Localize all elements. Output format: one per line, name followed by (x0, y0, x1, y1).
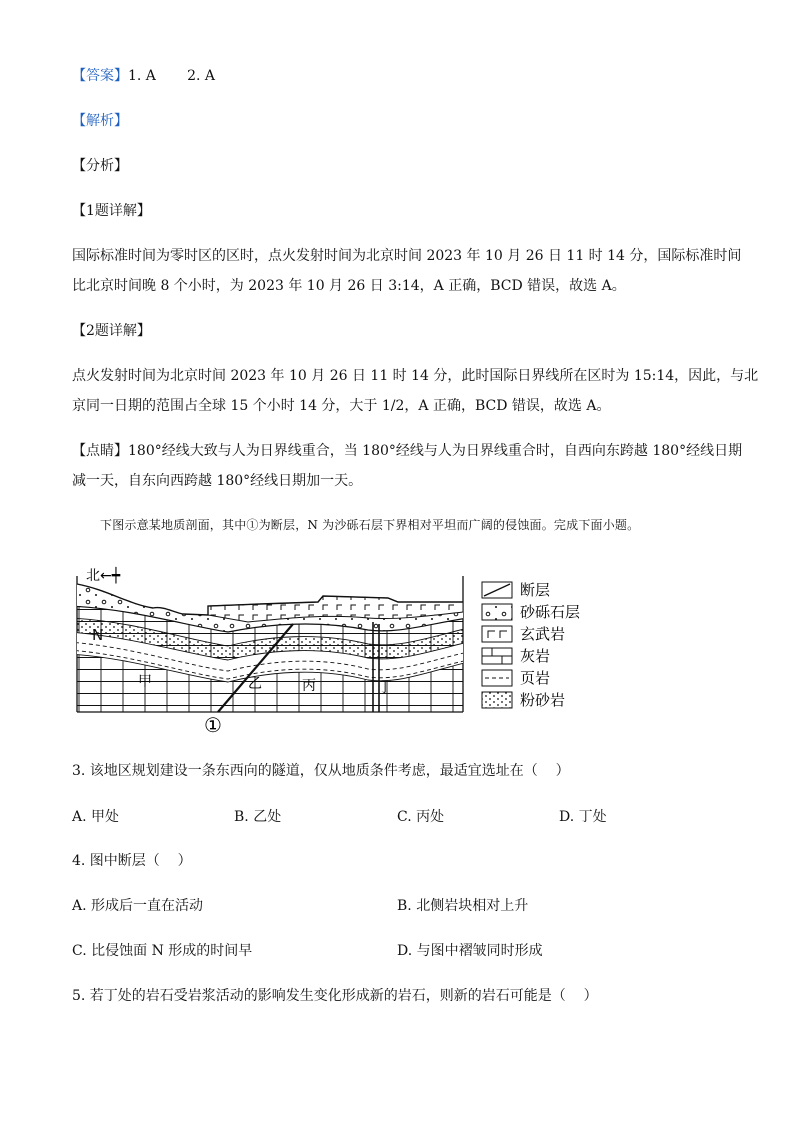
q2-detail-label: 【2题详解】 (72, 323, 151, 339)
tip-text-1: 180°经线大致与人为日界线重合，当 180°经线与人为日界线重合时，自西向东跨越 180°经线日期 (128, 443, 743, 459)
legend-shale: 页岩 (520, 669, 551, 687)
q1-detail-label: 【1题详解】 (72, 203, 151, 219)
label-jia: 甲 (138, 674, 152, 690)
tip-line-1 (72, 442, 742, 460)
north-arrow-label: 北←┿ (86, 568, 121, 584)
answer-line (72, 67, 215, 85)
q3-option-b[interactable]: B. 乙处 (234, 809, 282, 825)
label-fault-number: ① (204, 713, 222, 737)
q1-detail-line-2: 比北京时间晚 8 个小时，为 2023 年 10 月 26 日 3:14，A 正确，BCD 错误，故选 A。 (72, 278, 626, 294)
analysis-label: 【解析】 (72, 113, 128, 129)
label-bing: 丙 (302, 678, 316, 694)
answer-label: 【答案】 (72, 68, 128, 84)
q2-detail-line-1: 点火发射时间为北京时间 2023 年 10 月 26 日 11 时 14 分，此时国际日界线所在区时为 15:14，因此，与北 (72, 368, 759, 384)
tip-line-2: 减一天，自东向西跨越 180°经线日期加一天。 (72, 473, 363, 489)
legend (482, 581, 580, 709)
answer-text: 1. A 2. A (128, 68, 215, 84)
tip-label: 【点睛】 (72, 443, 128, 459)
q4-option-b[interactable]: B. 北侧岩块相对上升 (397, 898, 529, 914)
q4-stem: 4. 图中断层（ ） (72, 853, 192, 869)
q3-option-a[interactable]: A. 甲处 (72, 809, 120, 825)
legend-fault: 断层 (520, 581, 551, 599)
q4-option-a[interactable]: A. 形成后一直在活动 (72, 898, 204, 914)
label-ding: 丁 (378, 680, 392, 696)
label-yi: 乙 (248, 676, 262, 692)
q2-detail-line-2: 京同一日期的范围占全球 15 个小时 14 分，大于 1/2，A 正确，BCD 错误，故选 A。 (72, 398, 611, 414)
q4-option-c[interactable]: C. 比侵蚀面 N 形成的时间早 (72, 943, 253, 959)
q3-option-c[interactable]: C. 丙处 (397, 809, 445, 825)
q4-option-d[interactable]: D. 与图中褶皱同时形成 (397, 943, 543, 959)
legend-gravel: 砂砾石层 (520, 603, 581, 621)
fenxi-label: 【分析】 (72, 158, 128, 174)
legend-basalt: 玄武岩 (520, 625, 566, 643)
q1-detail-line-1: 国际标准时间为零时区的区时，点火发射时间为北京时间 2023 年 10 月 26 日 11 时 14 分，国际标准时间 (72, 248, 742, 264)
q5-stem: 5. 若丁处的岩石受岩浆活动的影响发生变化形成新的岩石，则新的岩石可能是（ ） (72, 988, 598, 1004)
q3-option-d[interactable]: D. 丁处 (559, 809, 607, 825)
geologic-cross-section (68, 562, 588, 738)
label-N: N (92, 626, 104, 644)
q3-stem: 3. 该地区规划建设一条东西向的隧道，仅从地质条件考虑，最适宜选址在（ ） (72, 763, 570, 779)
legend-siltstone: 粉砂岩 (520, 691, 566, 709)
figure-caption: 下图示意某地质剖面，其中①为断层，N 为沙砾石层下界相对平坦而广阔的侵蚀面。完成下面小题。 (100, 518, 640, 532)
legend-limestone: 灰岩 (520, 647, 551, 665)
